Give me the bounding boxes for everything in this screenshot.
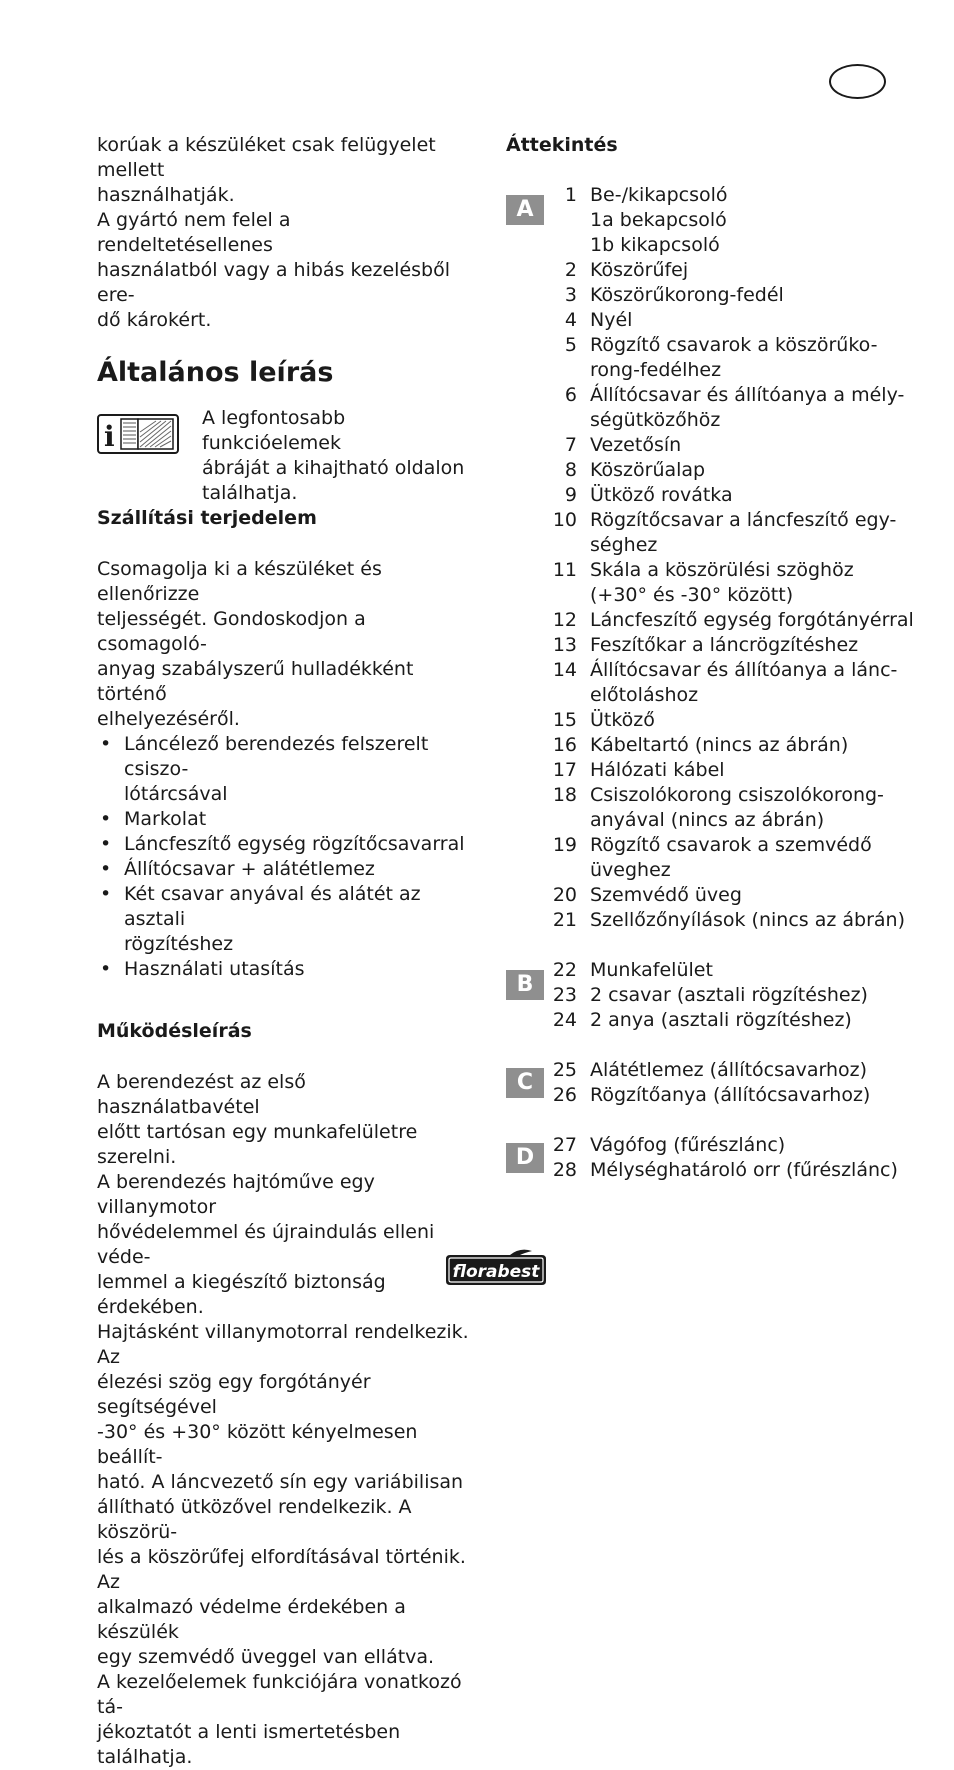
item-text: Ütköző (590, 709, 655, 731)
text-line: lemmel a kiegészítő biztonság érdekében. (97, 1271, 386, 1318)
section-label-a: A (506, 195, 544, 225)
list-item-line: lótárcsával (124, 783, 228, 805)
list-item (506, 808, 926, 833)
item-text: Mélységhatároló orr (fűrészlánc) (590, 1159, 898, 1181)
item-number: 18 (552, 784, 577, 806)
item-number: 7 (564, 434, 577, 456)
text-line: elhelyezéséről. (97, 708, 240, 730)
list-item (97, 882, 472, 957)
list-item (506, 708, 926, 733)
section-label-c: C (506, 1068, 544, 1098)
list-item (506, 183, 926, 208)
item-text: Köszörűfej (590, 259, 689, 281)
item-number: 9 (564, 484, 577, 506)
function-heading: Működésleírás (97, 1020, 252, 1042)
item-text: Kábeltartó (nincs az ábrán) (590, 734, 849, 756)
list-item (506, 758, 926, 783)
item-text: séghez (590, 534, 658, 556)
item-text: Rögzítő csavarok a szemvédő (590, 834, 872, 856)
list-item (506, 583, 926, 608)
list-item (506, 408, 926, 433)
item-text: 2 anya (asztali rögzítéshez) (590, 1009, 852, 1031)
list-item (506, 233, 926, 258)
list-item (506, 208, 926, 233)
item-text: Alátétlemez (állítócsavarhoz) (590, 1059, 868, 1081)
list-item (506, 433, 926, 458)
item-number: 5 (564, 334, 577, 356)
list-item (506, 533, 926, 558)
item-number: 14 (552, 659, 577, 681)
list-item (506, 608, 926, 633)
item-number: 12 (552, 609, 577, 631)
text-line: állítható ütközővel rendelkezik. A köszörü- (97, 1496, 412, 1543)
item-text: Munkafelület (590, 959, 713, 981)
text-line: korúak a készüléket csak felügyelet mellett (97, 134, 436, 181)
text-line: ható. A láncvezető sín egy variábilisan (97, 1471, 464, 1493)
list-item-line: • Láncfeszítő egység rögzítőcsavarral (124, 833, 465, 855)
text-line: jékoztatót a lenti ismertetésben találhatja. (97, 1721, 401, 1768)
text-line: anyag szabályszerű hulladékként történő (97, 658, 414, 705)
svg-text:florabest: florabest (452, 1262, 540, 1282)
text-line: alkalmazó védelme érdekében a készülék (97, 1596, 406, 1643)
item-text: üveghez (590, 859, 671, 881)
list-item (506, 333, 926, 358)
item-text: Állítócsavar és állítóanya a mély- (590, 384, 905, 406)
text-line: Hajtásként villanymotorral rendelkezik. Az (97, 1321, 469, 1368)
item-number: 15 (552, 709, 577, 731)
item-text: ségütközőhöz (590, 409, 721, 431)
item-number: 17 (552, 759, 577, 781)
list-item-line: rögzítéshez (124, 933, 234, 955)
item-text: Skála a köszörülési szöghöz (590, 559, 854, 581)
list-item (506, 458, 926, 483)
list-item (506, 983, 926, 1008)
list-item (506, 483, 926, 508)
item-text: Nyél (590, 309, 633, 331)
list-item (506, 1133, 926, 1158)
list-item (506, 258, 926, 283)
text-line: találhatja. (202, 482, 298, 504)
item-text: 2 csavar (asztali rögzítéshez) (590, 984, 868, 1006)
item-number: 16 (552, 734, 577, 756)
general-description-heading: Általános leírás (97, 357, 334, 388)
text-line: egy szemvédő üveggel van ellátva. (97, 1646, 435, 1668)
item-number: 22 (552, 959, 577, 981)
intro-paragraph (97, 133, 472, 333)
list-item (506, 508, 926, 533)
item-text: Vágófog (fűrészlánc) (590, 1134, 786, 1156)
item-text: rong-fedélhez (590, 359, 722, 381)
item-number: 26 (552, 1084, 577, 1106)
list-item (506, 558, 926, 583)
item-text: 1b kikapcsoló (590, 234, 720, 256)
item-text: Rögzítőanya (állítócsavarhoz) (590, 1084, 871, 1106)
item-text: Köszörűkorong-fedél (590, 284, 784, 306)
list-item-line: • Használati utasítás (124, 958, 305, 980)
item-text: Szemvédő üveg (590, 884, 742, 906)
item-number: 3 (564, 284, 577, 306)
list-item (506, 1058, 926, 1083)
list-item (506, 383, 926, 408)
scope-list (97, 732, 472, 982)
list-item (506, 783, 926, 808)
item-text: (+30° és -30° között) (590, 584, 794, 606)
florabest-logo (440, 1245, 552, 1289)
list-item-line: • Láncélező berendezés felszerelt csiszo- (124, 733, 429, 780)
list-item (97, 857, 472, 882)
item-text: Szellőzőnyílások (nincs az ábrán) (590, 909, 905, 931)
list-item-line: • Markolat (124, 808, 207, 830)
item-text: anyával (nincs az ábrán) (590, 809, 825, 831)
text-line: lés a köszörűfej elfordításával történik. Az (97, 1546, 466, 1593)
info-foldout-icon (97, 414, 179, 454)
item-number: 19 (552, 834, 577, 856)
item-number: 8 (564, 459, 577, 481)
item-number: 25 (552, 1059, 577, 1081)
text-line: használhatják. (97, 184, 235, 206)
list-item (506, 683, 926, 708)
item-number: 23 (552, 984, 577, 1006)
item-text: Feszítőkar a láncrögzítéshez (590, 634, 859, 656)
item-text: Hálózati kábel (590, 759, 725, 781)
item-text: Állítócsavar és állítóanya a lánc- (590, 659, 898, 681)
list-item (506, 883, 926, 908)
item-number: 4 (564, 309, 577, 331)
list-item (97, 807, 472, 832)
list-item (506, 1158, 926, 1183)
item-text: 1a bekapcsoló (590, 209, 727, 231)
svg-text:i: i (104, 420, 115, 453)
item-text: Be-/kikapcsoló (590, 184, 728, 206)
item-text: Rögzítő csavarok a köszörűko- (590, 334, 878, 356)
overview-list (506, 183, 926, 1183)
list-item (97, 732, 472, 807)
list-item (506, 958, 926, 983)
list-item (506, 1008, 926, 1033)
item-number: 27 (552, 1134, 577, 1156)
list-item (506, 308, 926, 333)
item-text: Láncfeszítő egység forgótányérral (590, 609, 914, 631)
text-line: dő károkért. (97, 309, 212, 331)
language-marker-oval (829, 64, 886, 99)
list-item (506, 908, 926, 933)
item-number: 21 (552, 909, 577, 931)
text-line: ábráját a kihajtható oldalon (202, 457, 465, 479)
overview-heading: Áttekintés (506, 134, 618, 156)
text-line: előtt tartósan egy munkafelületre szerelni. (97, 1121, 418, 1168)
list-item-line: • Két csavar anyával és alátét az asztali (124, 883, 421, 930)
item-number: 13 (552, 634, 577, 656)
list-item (506, 858, 926, 883)
item-text: előtoláshoz (590, 684, 699, 706)
section-label-b: B (506, 970, 544, 1000)
text-line: hővédelemmel és újraindulás elleni véde- (97, 1221, 435, 1268)
list-item (506, 733, 926, 758)
item-text: Vezetősín (590, 434, 682, 456)
text-line: élezési szög egy forgótányér segítségével (97, 1371, 371, 1418)
item-number: 10 (552, 509, 577, 531)
item-text: Rögzítőcsavar a láncfeszítő egy- (590, 509, 897, 531)
list-item (506, 833, 926, 858)
text-line: A berendezést az első használatbavétel (97, 1071, 306, 1118)
text-line: A berendezés hajtóműve egy villanymotor (97, 1171, 375, 1218)
list-item (97, 957, 472, 982)
item-number: 24 (552, 1009, 577, 1031)
scope-paragraph (97, 557, 472, 732)
item-number: 2 (564, 259, 577, 281)
item-text: Csiszolókorong csiszolókorong- (590, 784, 884, 806)
item-text: Köszörűalap (590, 459, 706, 481)
list-item (506, 358, 926, 383)
info-note (97, 406, 472, 504)
list-item-line: • Állítócsavar + alátétlemez (124, 858, 375, 880)
function-paragraph (97, 1070, 472, 1770)
item-number: 1 (564, 184, 577, 206)
item-number: 28 (552, 1159, 577, 1181)
text-line: A legfontosabb funkcióelemek (202, 407, 346, 454)
list-item (506, 633, 926, 658)
item-number: 11 (552, 559, 577, 581)
item-text: Ütköző rovátka (590, 484, 733, 506)
list-item (506, 283, 926, 308)
left-column (97, 133, 472, 1770)
list-item (506, 1083, 926, 1108)
list-item (97, 832, 472, 857)
info-text (202, 406, 474, 506)
text-line: Csomagolja ki a készüléket és ellenőrizze (97, 558, 382, 605)
text-line: teljességét. Gondoskodjon a csomagoló- (97, 608, 366, 655)
text-line: A kezelőelemek funkciójára vonatkozó tá- (97, 1671, 462, 1718)
list-item (506, 658, 926, 683)
text-line: A gyártó nem felel a rendeltetésellenes (97, 209, 291, 256)
text-line: használatból vagy a hibás kezelésből ere- (97, 259, 451, 306)
section-label-d: D (506, 1143, 544, 1173)
item-number: 20 (552, 884, 577, 906)
text-line: -30° és +30° között kényelmesen beállít- (97, 1421, 418, 1468)
item-number: 6 (564, 384, 577, 406)
scope-heading: Szállítási terjedelem (97, 507, 317, 529)
